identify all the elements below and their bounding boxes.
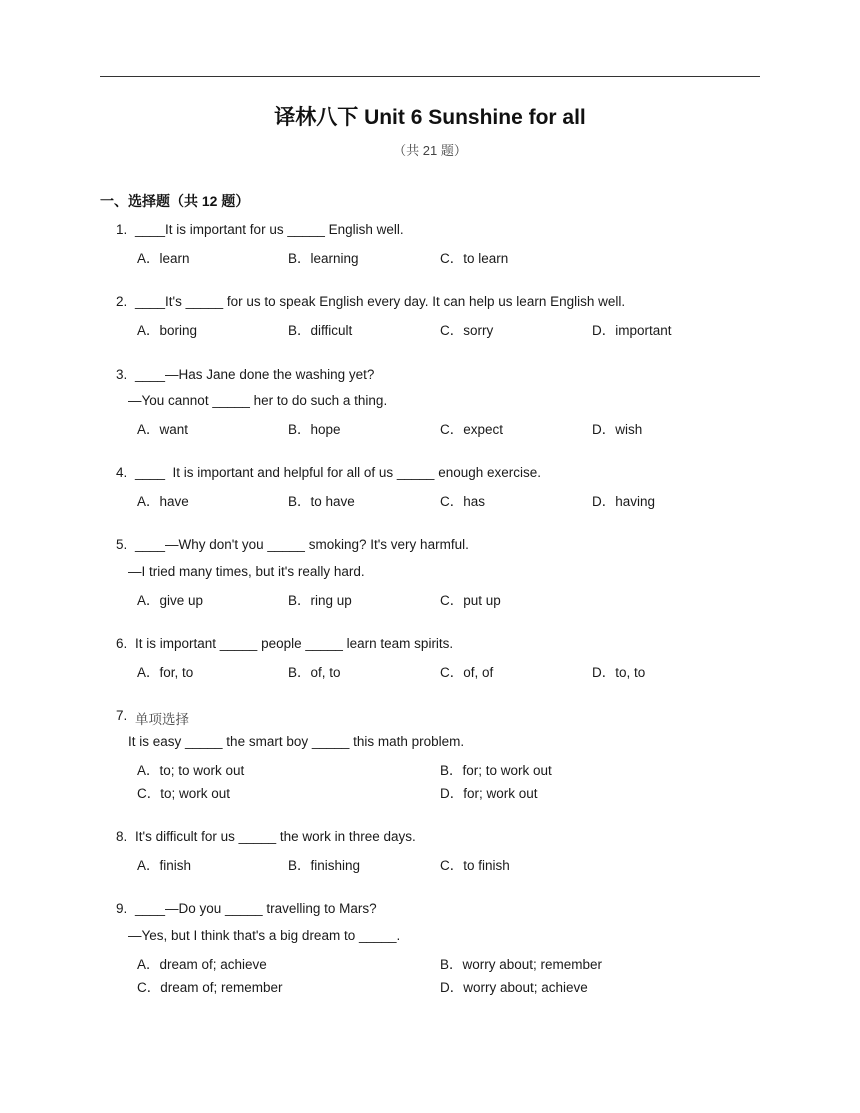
question-stem: ____It's _____ for us to speak English every day. It can help us learn English well. xyxy=(135,294,626,309)
question-stem-line-2: —I tried many times, but it's really hard. xyxy=(128,564,365,579)
question-number: 6. xyxy=(116,636,128,651)
question-number: 2. xyxy=(116,294,128,309)
question-number: 5. xyxy=(116,537,128,552)
option-a[interactable]: A．learn xyxy=(137,251,190,266)
option-c[interactable]: C．sorry xyxy=(440,323,494,338)
question-number: 1. xyxy=(116,222,128,237)
question-number: 3. xyxy=(116,367,128,382)
question-stem: It's difficult for us _____ the work in three days. xyxy=(135,829,416,844)
question-stem: ____ It is important and helpful for all of us _____ enough exercise. xyxy=(135,465,542,480)
option-c[interactable]: C．to learn xyxy=(440,251,509,266)
option-b[interactable]: B．worry about; remember xyxy=(440,957,603,972)
option-d[interactable]: D．important xyxy=(592,323,672,338)
option-c[interactable]: C．to; work out xyxy=(137,786,231,801)
option-a[interactable]: A．to; to work out xyxy=(137,763,245,778)
question-number: 8. xyxy=(116,829,128,844)
option-a[interactable]: A．finish xyxy=(137,858,192,873)
question-number: 9. xyxy=(116,901,128,916)
question-stem-line-2: It is easy _____ the smart boy _____ this math problem. xyxy=(128,734,465,749)
option-d[interactable]: D．worry about; achieve xyxy=(440,980,588,995)
option-a[interactable]: A．for, to xyxy=(137,665,194,680)
question-stem-line-2: —Yes, but I think that's a big dream to _____. xyxy=(128,928,401,943)
section-heading: 一、选择题（共 12 题） xyxy=(100,193,250,209)
question-type-label: 单项选择 xyxy=(135,712,189,727)
question-number: 7. xyxy=(116,708,128,723)
option-c[interactable]: C．dream of; remember xyxy=(137,980,283,995)
option-b[interactable]: B．for; to work out xyxy=(440,763,552,778)
option-d[interactable]: D．wish xyxy=(592,422,643,437)
option-d[interactable]: D．having xyxy=(592,494,656,509)
option-b[interactable]: B．to have xyxy=(288,494,355,509)
question-stem: ____—Why don't you _____ smoking? It's very harmful. xyxy=(135,537,469,552)
option-a[interactable]: A．give up xyxy=(137,593,204,608)
option-a[interactable]: A．dream of; achieve xyxy=(137,957,267,972)
option-c[interactable]: C．of, of xyxy=(440,665,494,680)
option-b[interactable]: B．difficult xyxy=(288,323,353,338)
option-c[interactable]: C．put up xyxy=(440,593,501,608)
question-stem-line-2: —You cannot _____ her to do such a thing. xyxy=(128,393,388,408)
option-b[interactable]: B．finishing xyxy=(288,858,361,873)
option-b[interactable]: B．learning xyxy=(288,251,359,266)
option-b[interactable]: B．of, to xyxy=(288,665,341,680)
option-c[interactable]: C．expect xyxy=(440,422,504,437)
option-b[interactable]: B．ring up xyxy=(288,593,352,608)
question-stem: ____—Has Jane done the washing yet? xyxy=(135,367,375,382)
question-count: （共 21 题） xyxy=(393,143,467,158)
option-b[interactable]: B．hope xyxy=(288,422,341,437)
option-d[interactable]: D．to, to xyxy=(592,665,646,680)
question-stem: It is important _____ people _____ learn team spirits. xyxy=(135,636,454,651)
question-stem: ____It is important for us _____ English well. xyxy=(135,222,404,237)
option-d[interactable]: D．for; work out xyxy=(440,786,538,801)
question-stem: ____—Do you _____ travelling to Mars? xyxy=(135,901,377,916)
option-c[interactable]: C．to finish xyxy=(440,858,510,873)
option-a[interactable]: A．have xyxy=(137,494,189,509)
page-title: 译林八下 Unit 6 Sunshine for all xyxy=(274,106,586,129)
header-rule xyxy=(100,76,760,77)
question-number: 4. xyxy=(116,465,128,480)
option-a[interactable]: A．boring xyxy=(137,323,198,338)
option-a[interactable]: A．want xyxy=(137,422,189,437)
option-c[interactable]: C．has xyxy=(440,494,486,509)
